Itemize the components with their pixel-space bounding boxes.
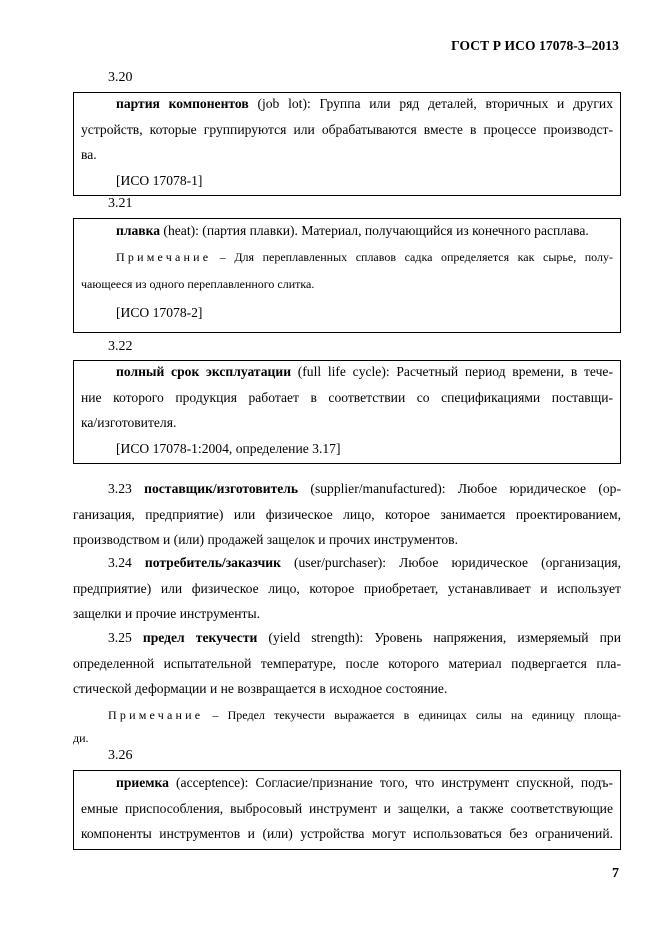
definition-line: 3.24 потребитель/заказчик (user/purchaser): Любое юридическое (организация,	[108, 555, 621, 570]
page-number: 7	[612, 866, 619, 881]
term: приемка	[116, 775, 169, 790]
definition-line: приемка (acceptence): Согласие/признание того, что инструмент спускной, подъ-	[116, 775, 613, 790]
term: плавка	[116, 223, 161, 238]
definition-line: ганизация, предприятие) или физическое лицо, которое занимается проектированием,	[73, 506, 621, 522]
note-label: Примечание	[108, 707, 204, 722]
term: предел текучести	[142, 630, 258, 645]
definition-line: емные приспособления, выбросовый инструмент и защелки, а также соответствующие	[81, 800, 613, 816]
definition-3-25	[73, 625, 621, 752]
definition-3-21	[73, 218, 621, 325]
definition-line: 3.25 предел текучести (yield strength): Уровень напряжения, измеряемый при	[108, 630, 621, 645]
definition-line: партия компонентов (job lot): Группа или ряд деталей, вторичных и других	[116, 96, 613, 111]
definition-line: определенной испытательной температуре, после которого материал подвергается пла-	[73, 655, 621, 671]
note-line: чающееся из одного переплавленного слитка.	[81, 276, 315, 291]
term: поставщик/изготовитель	[144, 481, 299, 496]
definition-3-22	[73, 359, 621, 461]
section-number-3-26: 3.26	[108, 748, 133, 763]
definition-line: стической деформации и не возвращается в исходное состояние.	[73, 681, 448, 696]
definition-line: производством и (или) продажей защелок и прочих инструментов.	[73, 532, 458, 547]
section-number-3-22: 3.22	[108, 339, 133, 354]
definition-line: предприятие) или физическое лицо, которое приобретает, устанавливает и использует	[73, 580, 621, 596]
note-line: Примечание – Предел текучести выражается в единицах силы на единицу площа-	[108, 707, 621, 722]
reference: [ИСО 17078-2]	[116, 304, 203, 320]
section-number-3-21: 3.21	[108, 196, 133, 211]
term: полный срок эксплуатации	[116, 364, 292, 379]
term: потребитель/заказчик	[144, 555, 281, 570]
note-line: Примечание – Для переплавленных сплавов садка определяется как сырье, полу-	[116, 249, 613, 264]
reference: [ИСО 17078-1]	[116, 172, 203, 188]
section-number-3-20: 3.20	[108, 70, 133, 85]
definition-line: ва.	[81, 147, 97, 162]
definition-line: ние которого продукция работает в соответствии со спецификациями поставщи-	[81, 389, 613, 405]
note-line: ди.	[73, 730, 89, 745]
term: партия компонентов	[116, 96, 249, 111]
definition-line: компоненты инструментов и (или) устройства могут использоваться без ограничений.	[81, 826, 613, 841]
definition-line: 3.23 поставщик/изготовитель (supplier/manufactured): Любое юридическое (ор-	[108, 481, 621, 496]
definition-3-26	[73, 770, 621, 847]
definition-line: ка/изготовителя.	[81, 415, 177, 430]
definition-3-23	[73, 476, 621, 553]
definition-line: устройств, которые группируются или обрабатываются вместе в процессе производст-	[81, 121, 613, 137]
definition-line: защелки и прочие инструменты.	[73, 606, 261, 621]
standard-header: ГОСТ Р ИСО 17078-3–2013	[451, 38, 619, 53]
definition-3-20	[73, 91, 621, 193]
definition-line: полный срок эксплуатации (full life cycle): Расчетный период времени, в тече-	[116, 364, 613, 379]
note-label: Примечание	[116, 249, 212, 264]
definition-3-24	[73, 550, 621, 627]
definition-line: плавка (heat): (партия плавки). Материал, получающийся из конечного расплава.	[116, 223, 589, 238]
reference: [ИСО 17078-1:2004, определение 3.17]	[116, 440, 341, 456]
